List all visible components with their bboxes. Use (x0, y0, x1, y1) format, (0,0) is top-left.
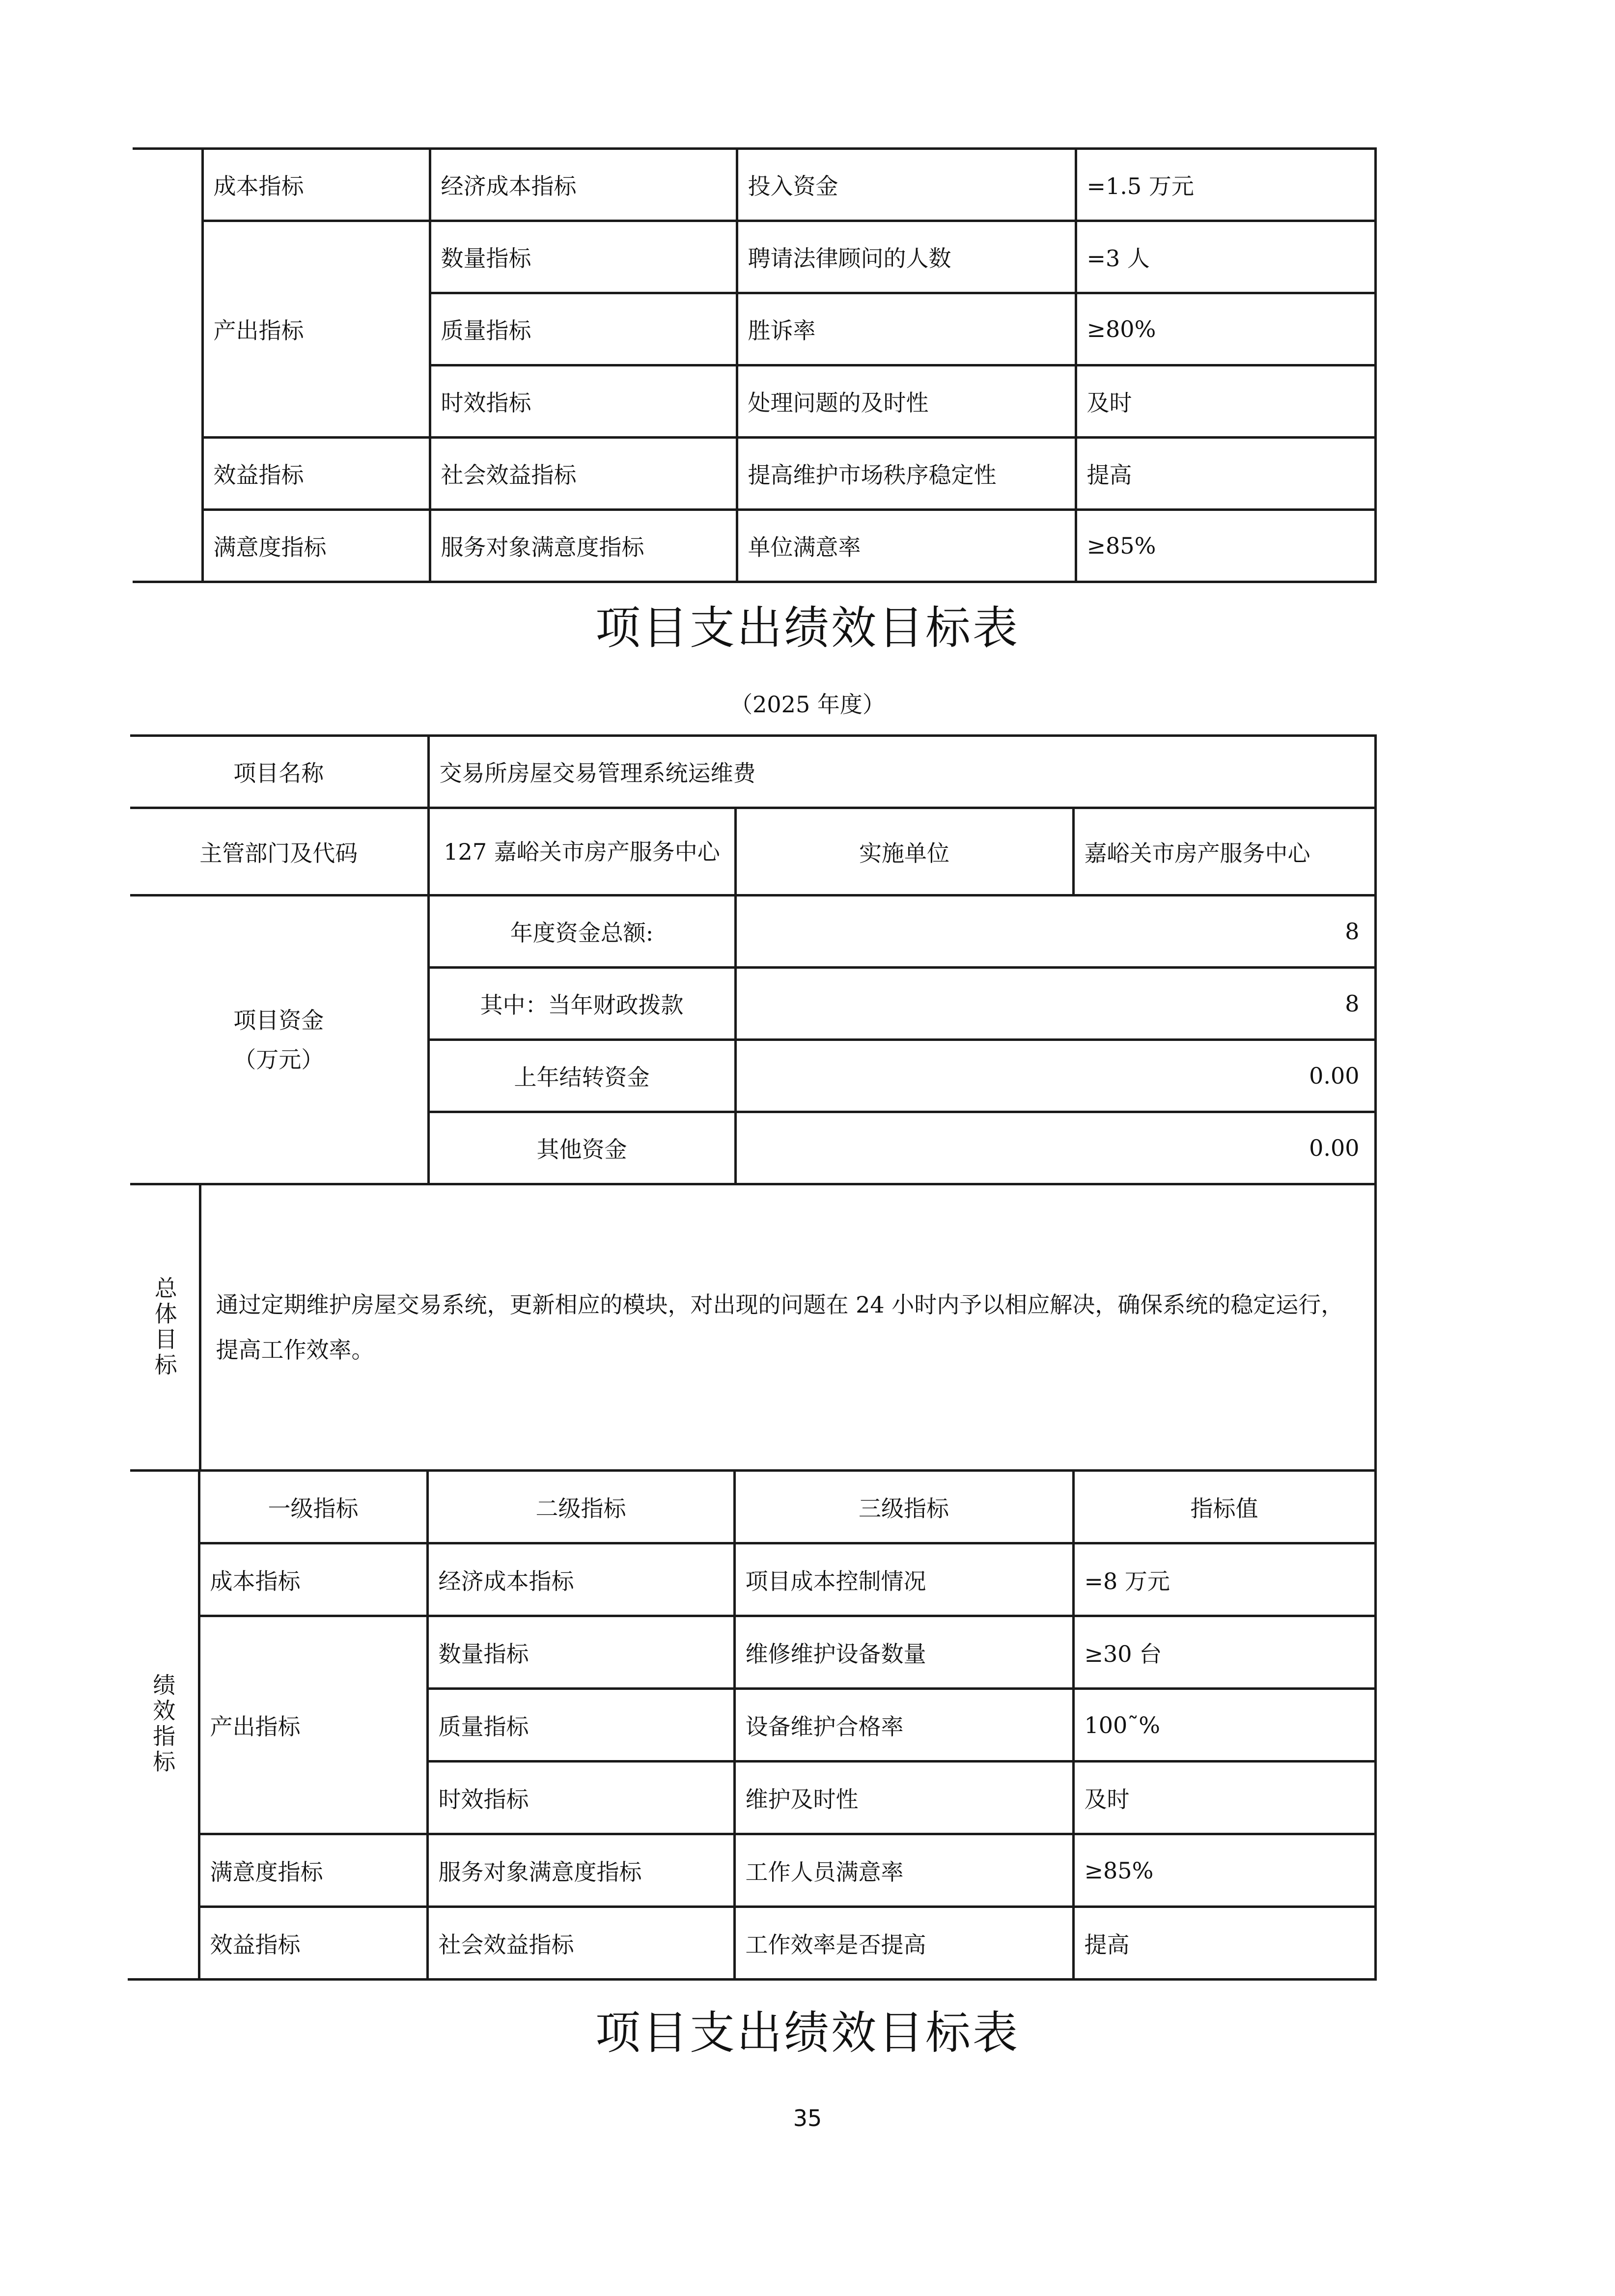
level3-cell: 胜诉率 (737, 293, 1076, 365)
level3-cell: 工作效率是否提高 (734, 1907, 1073, 1980)
level1-cell: 成本指标 (199, 1543, 427, 1616)
level2-cell: 经济成本指标 (430, 149, 737, 221)
year-subtitle: （2025 年度） (730, 691, 885, 718)
fund-label: 其他资金 (428, 1112, 735, 1184)
fund-label: 上年结转资金 (428, 1040, 735, 1112)
value-cell: 提高 (1076, 438, 1375, 510)
header-level2: 二级指标 (427, 1471, 734, 1543)
fund-value: 0.00 (735, 1112, 1375, 1184)
level2-cell: 经济成本指标 (427, 1543, 734, 1616)
impl-value: 嘉峪关市房产服务中心 (1073, 808, 1375, 896)
page-number: 35 (793, 2105, 822, 2131)
level1-cell: 产出指标 (202, 221, 430, 438)
level2-cell: 服务对象满意度指标 (427, 1834, 734, 1907)
level2-cell: 时效指标 (430, 365, 737, 438)
level1-cell: 满意度指标 (202, 510, 430, 582)
value-cell: 及时 (1073, 1762, 1375, 1834)
level1-cell: 成本指标 (202, 149, 430, 221)
dept-value: 127 嘉峪关市房产服务中心 (428, 808, 735, 896)
level3-cell: 工作人员满意率 (734, 1834, 1073, 1907)
section-title: 项目支出绩效目标表 (595, 602, 1020, 654)
level3-cell: 处理问题的及时性 (737, 365, 1076, 438)
value-cell: =8 万元 (1073, 1543, 1375, 1616)
funds-label: 项目资金 (233, 1007, 324, 1034)
fund-value: 0.00 (735, 1040, 1375, 1112)
value-cell: ≥85% (1073, 1834, 1375, 1907)
level2-cell: 数量指标 (430, 221, 737, 293)
impl-label: 实施单位 (735, 808, 1073, 896)
header-value: 指标值 (1073, 1471, 1375, 1543)
level2-cell: 服务对象满意度指标 (430, 510, 737, 582)
project-name-label: 项目名称 (130, 736, 428, 808)
project-info-table (130, 734, 1377, 1472)
value-cell: =1.5 万元 (1076, 149, 1375, 221)
level1-cell: 产出指标 (199, 1616, 427, 1834)
level3-cell: 项目成本控制情况 (734, 1543, 1073, 1616)
value-cell: ≥85% (1076, 510, 1375, 582)
fund-value: 8 (735, 896, 1375, 968)
level3-cell: 设备维护合格率 (734, 1689, 1073, 1762)
fund-label: 其中：当年财政拨款 (428, 968, 735, 1040)
level3-cell: 维护及时性 (734, 1762, 1073, 1834)
level1-cell: 效益指标 (199, 1907, 427, 1980)
section-title-next: 项目支出绩效目标表 (595, 2007, 1020, 2059)
value-cell: 提高 (1073, 1907, 1375, 1980)
level2-cell: 质量指标 (427, 1689, 734, 1762)
level2-cell: 时效指标 (427, 1762, 734, 1834)
project-name-value: 交易所房屋交易管理系统运维费 (428, 736, 1375, 808)
goal-label-cell (130, 1184, 200, 1471)
level1-cell: 效益指标 (202, 438, 430, 510)
value-cell: 100˜% (1073, 1689, 1375, 1762)
top-indicator-table (133, 147, 1377, 583)
funds-unit: （万元） (233, 1046, 324, 1073)
header-level3: 三级指标 (734, 1471, 1073, 1543)
perf-label-cell (128, 1471, 199, 1980)
level2-cell: 社会效益指标 (427, 1907, 734, 1980)
header-level1: 一级指标 (199, 1471, 427, 1543)
value-cell: 及时 (1076, 365, 1375, 438)
dept-label: 主管部门及代码 (130, 808, 428, 896)
level2-cell: 质量指标 (430, 293, 737, 365)
fund-label: 年度资金总额: (428, 896, 735, 968)
goal-label: 总体目标 (151, 1276, 178, 1378)
level3-cell: 单位满意率 (737, 510, 1076, 582)
value-cell: =3 人 (1076, 221, 1375, 293)
level3-cell: 聘请法律顾问的人数 (737, 221, 1076, 293)
goal-text: 通过定期维护房屋交易系统，更新相应的模块，对出现的问题在 24 小时内予以相应解决，确保系统的稳定运行，提高工作效率。 (200, 1184, 1375, 1471)
fund-value: 8 (735, 968, 1375, 1040)
level3-cell: 投入资金 (737, 149, 1076, 221)
level2-cell: 社会效益指标 (430, 438, 737, 510)
level1-cell: 满意度指标 (199, 1834, 427, 1907)
value-cell: ≥30 台 (1073, 1616, 1375, 1689)
value-cell: ≥80% (1076, 293, 1375, 365)
level3-cell: 维修维护设备数量 (734, 1616, 1073, 1689)
level2-cell: 数量指标 (427, 1616, 734, 1689)
perf-label: 绩效指标 (149, 1673, 176, 1776)
level3-cell: 提高维护市场秩序稳定性 (737, 438, 1076, 510)
performance-table (128, 1469, 1377, 1981)
funds-label-cell (130, 896, 428, 1184)
left-blank-cell (133, 149, 202, 582)
